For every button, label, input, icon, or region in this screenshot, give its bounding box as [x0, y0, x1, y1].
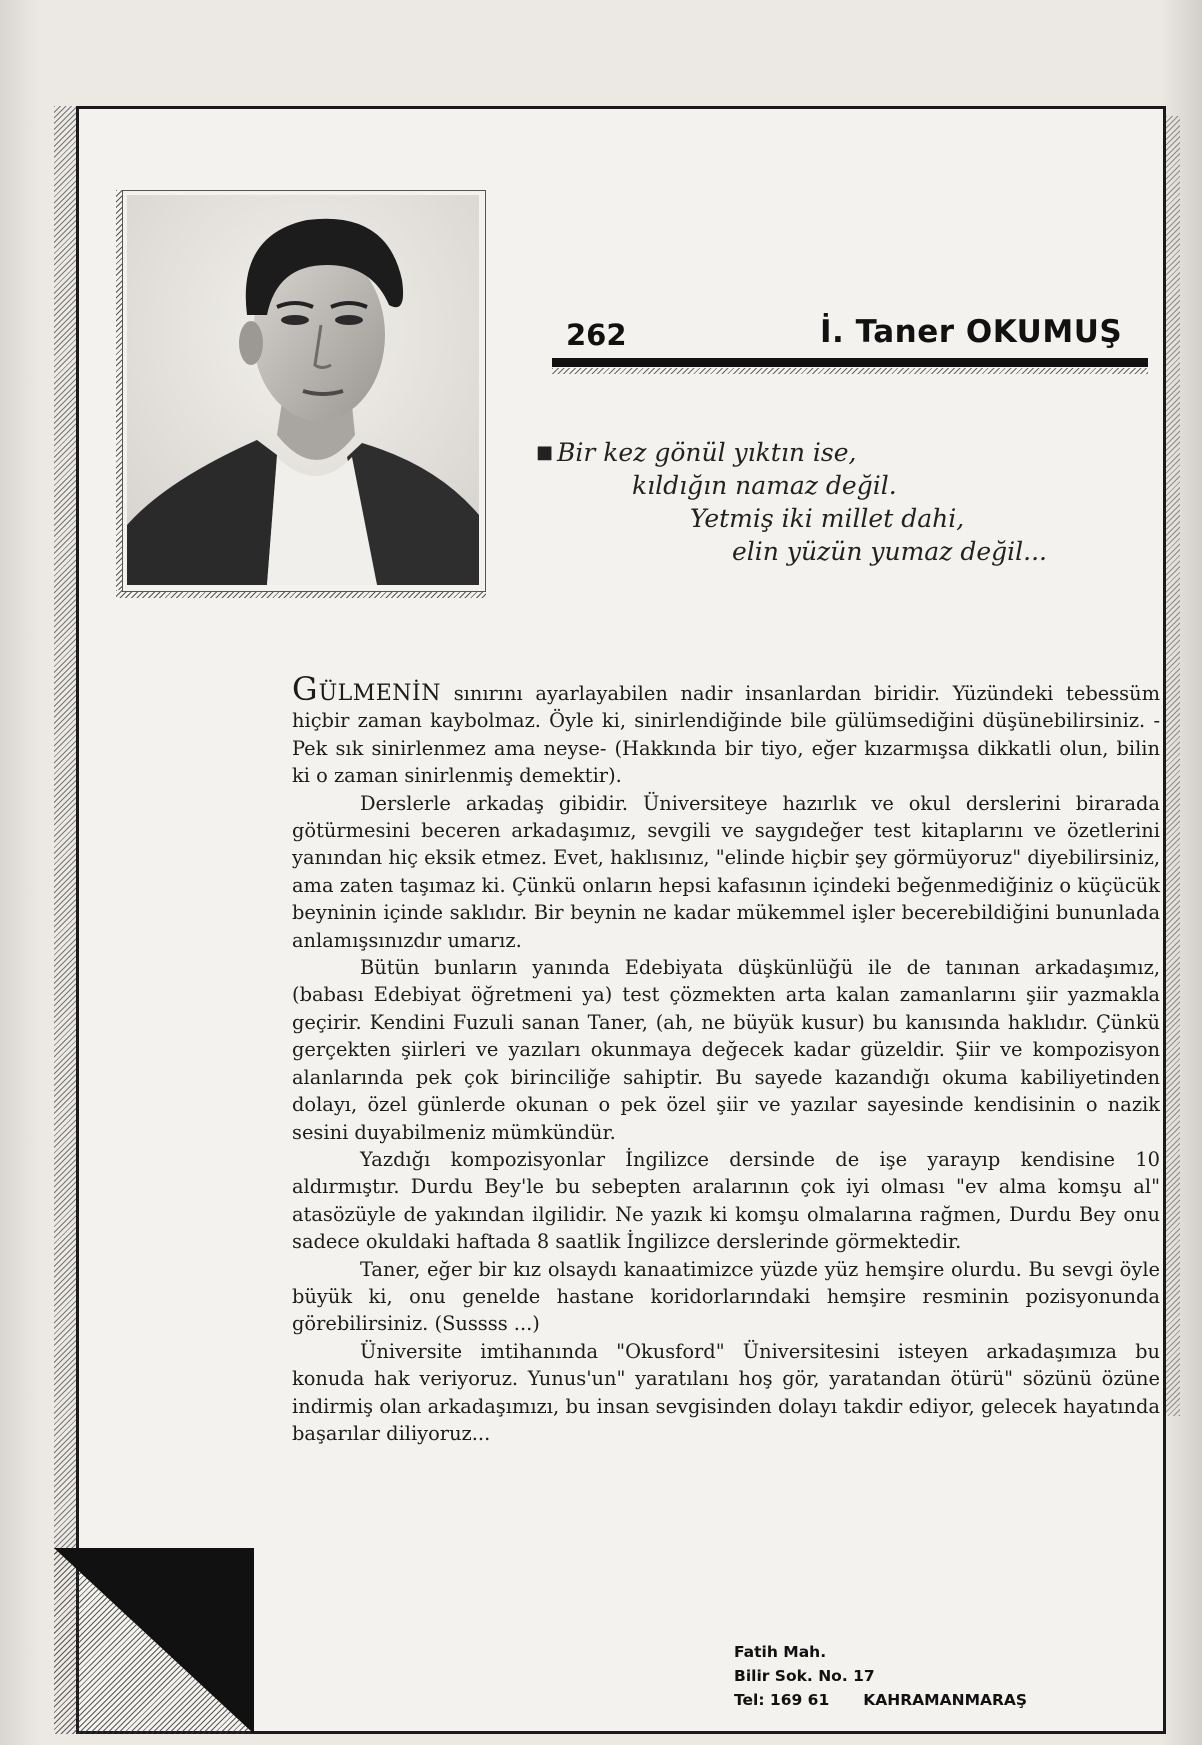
- bio-dropcap: G: [292, 670, 319, 708]
- poem-line-4: [536, 535, 1136, 568]
- entry-number: 262: [566, 318, 627, 352]
- poem-line-1: [536, 436, 1136, 469]
- bio-paragraph-4: Yazdığı kompozisyonlar İngilizce dersinde de işe yarayıp kendisine 10 aldırmıştır. Durdu Bey'le bu sebepten aralarının çok iyi olması "ev alma komşu al" atasözüyle de yakından ilgilidir. Ne yazık ki komşu olmalarına rağmen, Durdu Bey onu sadece okuldaki haftada 8 saatlik İngilizce derslerinde görmektedir.: [292, 1147, 1160, 1254]
- address-line-1: Fatih Mah.: [734, 1643, 827, 1661]
- bio-paragraph-5: Taner, eğer bir kız olsaydı kanaatimizce yüzde yüz hemşire olurdu. Bu sevgi öyle büyük ki, onu genelde hastane koridorlarındaki hemşire resminin pozisyonunda görebilirsiniz. (Sussss ...): [292, 1257, 1160, 1336]
- title-rule: [552, 358, 1148, 367]
- address-phone: Tel: 169 61: [734, 1691, 830, 1709]
- poem-line-2: [536, 469, 1136, 502]
- poem-line-3-text: Yetmiş iki millet dahi,: [690, 504, 965, 533]
- address-city: KAHRAMANMARAŞ: [863, 1691, 1028, 1709]
- bio-paragraph-2: Derslerle arkadaş gibidir. Üniversiteye hazırlık ve okul derslerini birarada götürmesini beceren arkadaşımız, sevgili ve saygıdeğer test kitaplarını ve özetlerini yanından hiç eksik etmez. Evet, haklısınız, "elinde hiçbir şey görmüyoruz" diyebilirsiniz, ama zaten taşımaz ki. Çünkü onların hepsi kafasının içindeki beğenmediğiniz o küçücük beyninin içinde saklıdır. Bir beynin ne kadar mükemmel işler becerebildiğini bununlada anlamışsınızdır umarız.: [292, 791, 1160, 952]
- bio-first-para-text: sınırını ayarlayabilen nadir insanlardan biridir. Yüzündeki tebessüm hiçbir zaman kaybolmaz. Öyle ki, sinirlendiğinde bile gülümsediğini düşünebilirsiniz. -Pek sık sinirlenmez ama neyse- (Hakkında bir tiyo, eğer kızarmışsa dikkatli olun, bilin ki o zaman sinirlenmiş demektir).: [292, 682, 1160, 788]
- entry-name: İ. Taner OKUMUŞ: [820, 314, 1123, 350]
- title-hatch: [552, 368, 1148, 374]
- bio-paragraph-6: Üniversite imtihanında "Okusford" Üniversitesini isteyen arkadaşımıza bu konuda hak veriyoruz. Yunus'un" yaratılanı hoş gör, yaratandan ötürü" sözünü özüne indirmiş olan arkadaşımızı, bu insan sevgisinden dolayı takdir ediyor, gelecek hayatında başarılar diliyoruz...: [292, 1339, 1160, 1445]
- portrait-photo: [122, 190, 486, 592]
- bio-paragraph-1: [292, 670, 1160, 790]
- biography-text: [292, 670, 1160, 1447]
- bio-paragraph-3: Bütün bunların yanında Edebiyata düşkünlüğü ile de tanınan arkadaşımız, (babası Edebiyat öğretmeni ya) test çözmekten arta kalan zamanlarını şiir yazmakla geçirir. Kendini Fuzuli sanan Taner, (ah, ne büyük kusur) bu kanısında haklıdır. Çünkü gerçekten şiirleri ve yazıları okunmaya değecek kadar güzeldir. Şiir ve kompozisyon alanlarında pek çok birinciliğe sahiptir. Bu sayede kazandığı okuma kabiliyetinden dolayı, özel günlerde okunan o pek özel şiir ve yazılar sayesinde kendisinin o nazik sesini duyabilmeniz mümkündür.: [292, 956, 1160, 1144]
- poem: [536, 436, 1136, 568]
- bio-smallcaps: ÜLMENİN: [318, 681, 441, 706]
- bullet-icon: ■: [536, 442, 554, 463]
- poem-line-4-text: elin yüzün yumaz değil...: [732, 537, 1047, 566]
- address-line-2: Bilir Sok. No. 17: [734, 1667, 875, 1685]
- address-block: [734, 1640, 1154, 1712]
- right-hatch-border: [1166, 116, 1180, 1416]
- poem-line-2-text: kıldığın namaz değil.: [632, 471, 897, 500]
- poem-line-3: [536, 502, 1136, 535]
- poem-line-1-text: Bir kez gönül yıktın ise,: [557, 438, 857, 467]
- address-line-3: [734, 1688, 1154, 1712]
- portrait-image: [127, 195, 479, 585]
- left-hatch-border: [54, 106, 76, 1554]
